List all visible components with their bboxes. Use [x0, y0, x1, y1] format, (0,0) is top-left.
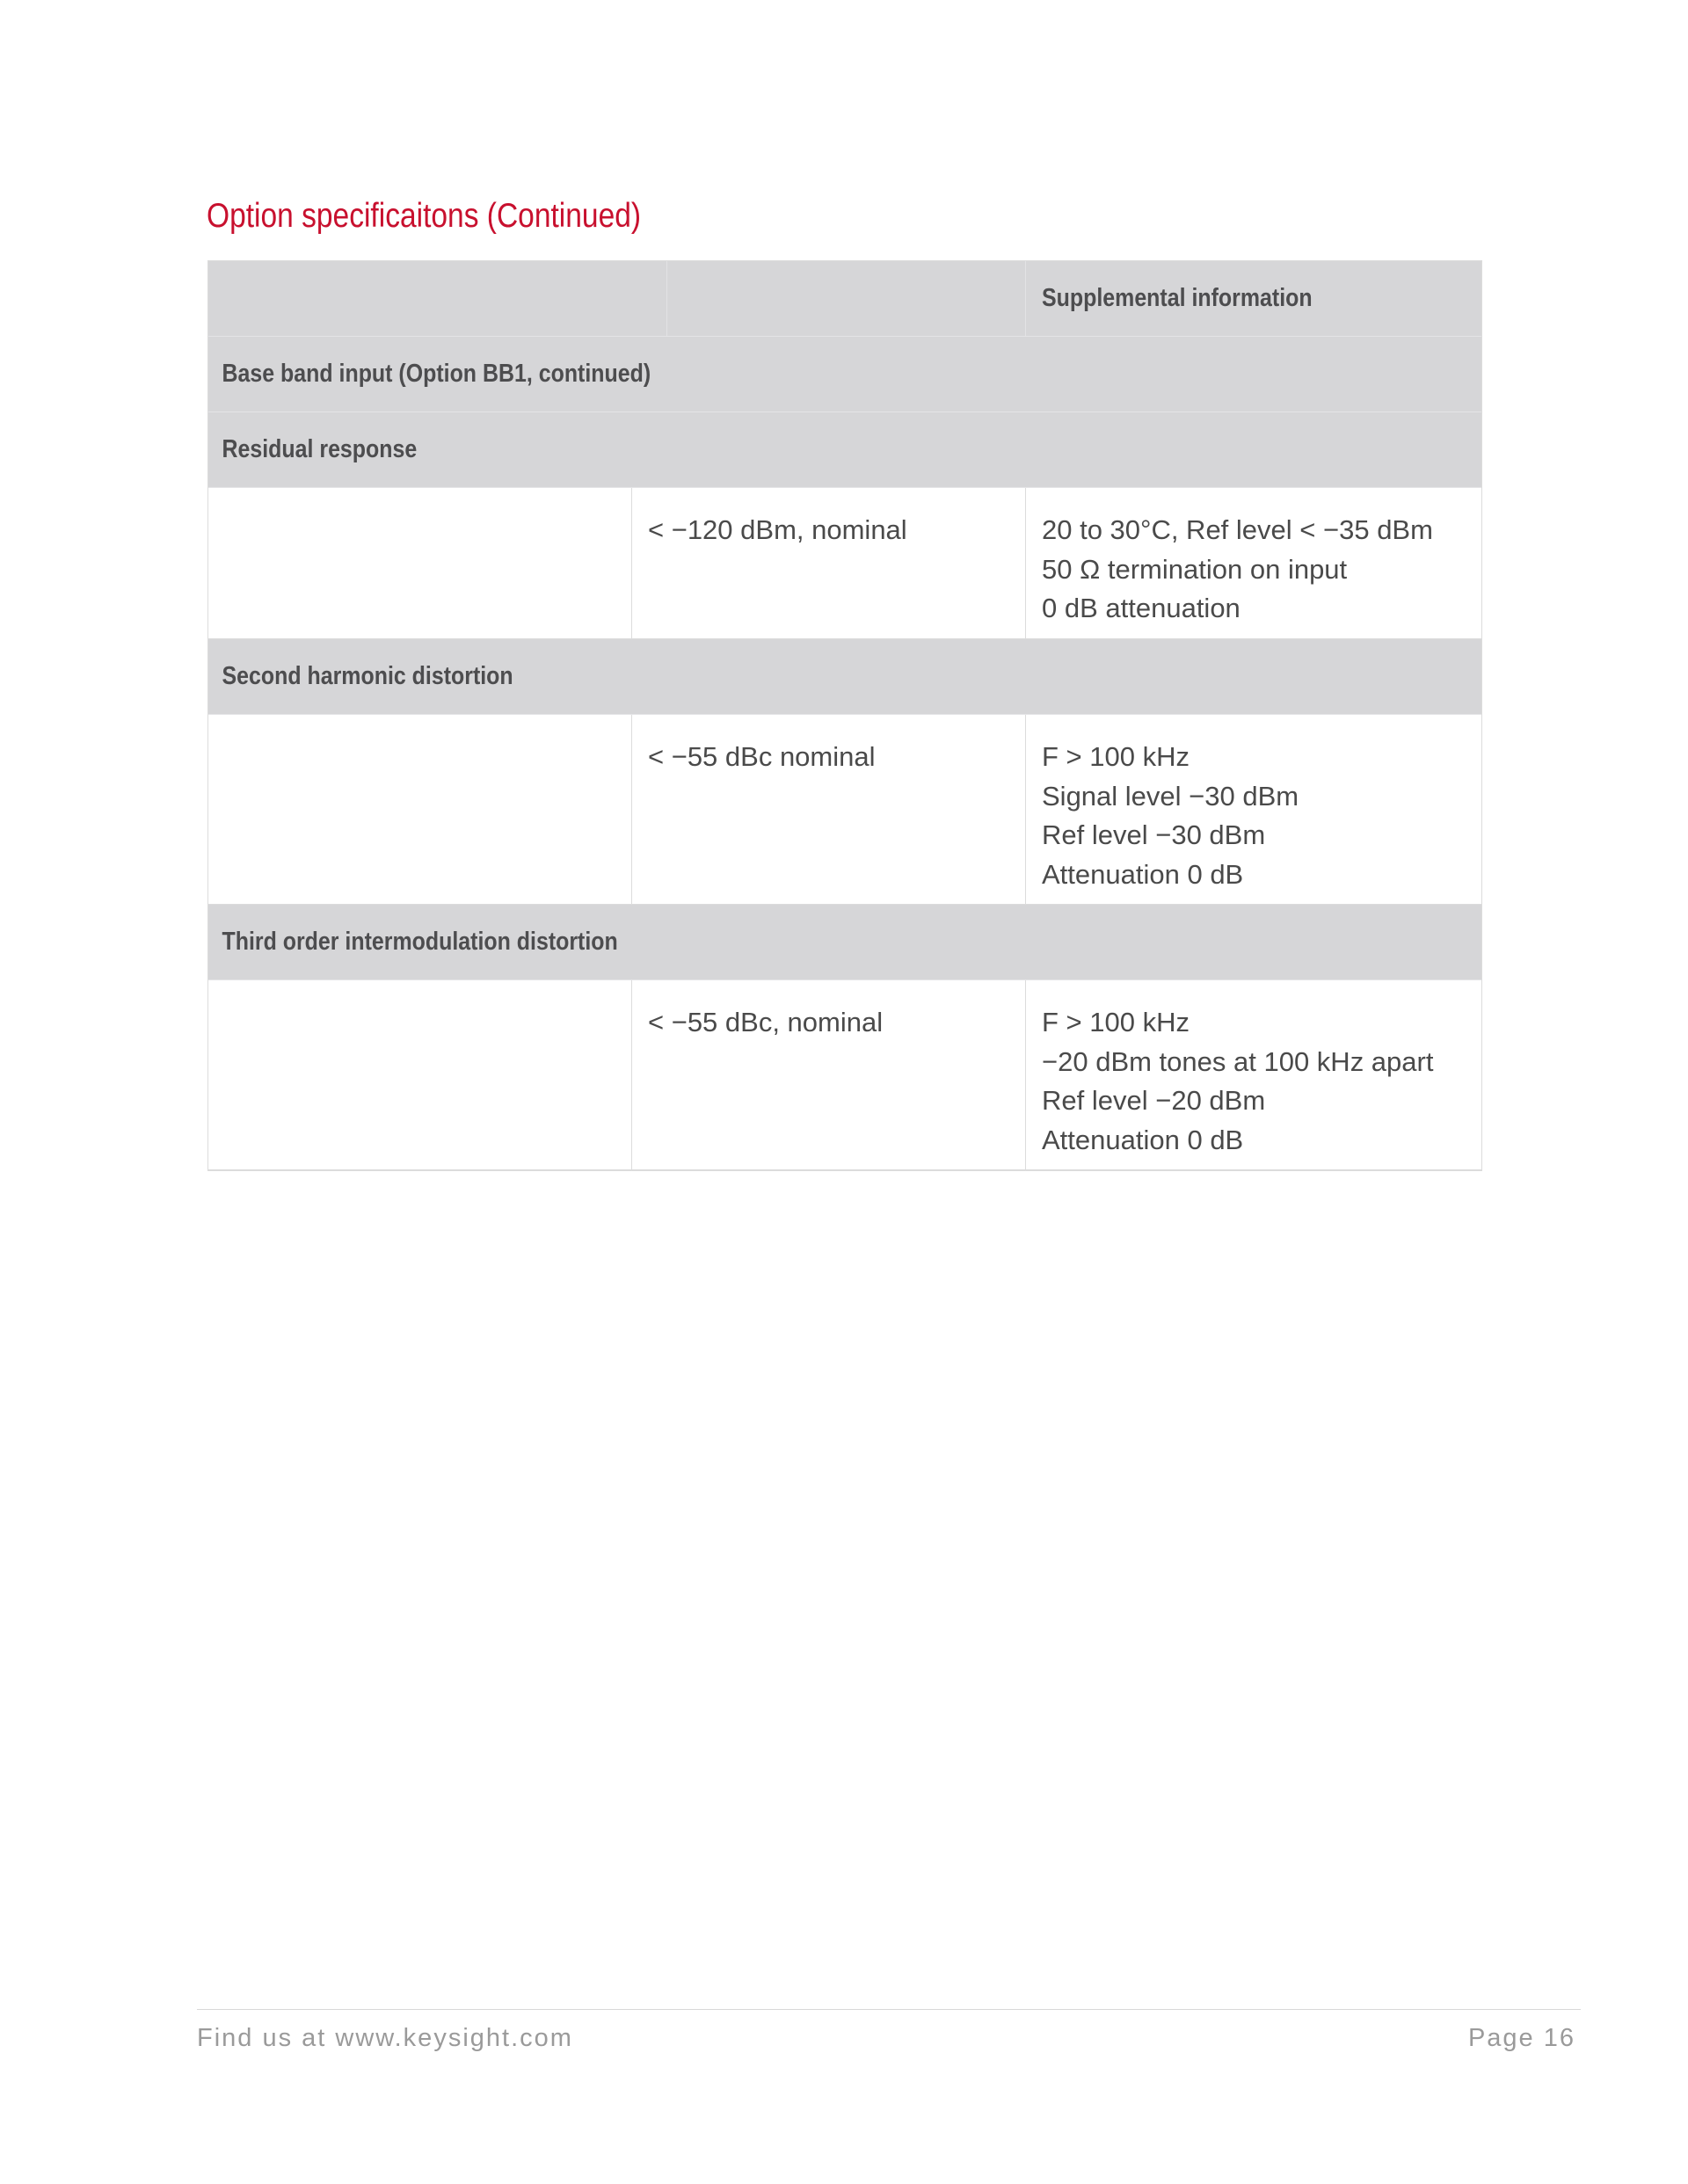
supplemental-line: Attenuation 0 dB	[1042, 1124, 1244, 1155]
footer-divider	[197, 2009, 1581, 2010]
header-supplemental-label: Supplemental information	[1042, 284, 1313, 312]
footer-website-text: Find us at www.keysight.com	[197, 2024, 573, 2052]
supplemental-line: F > 100 kHz	[1042, 741, 1190, 772]
row-cell-supplemental	[1026, 488, 1481, 638]
table-row-third-order-intermod	[208, 980, 1481, 1170]
row-cell-spec	[632, 488, 1026, 638]
page-title: Option specificaitons (Continued)	[207, 197, 642, 235]
section-label: Base band input (Option BB1, continued)	[222, 360, 651, 388]
spec-table	[207, 260, 1482, 1171]
spec-value: < −120 dBm, nominal	[648, 514, 907, 545]
supplemental-line: −20 dBm tones at 100 kHz apart	[1042, 1045, 1434, 1077]
row-cell-empty	[208, 715, 632, 904]
supplemental-line: Ref level −30 dBm	[1042, 819, 1266, 850]
section-row-residual-response	[208, 412, 1481, 488]
header-cell-1	[208, 261, 667, 336]
row-cell-empty	[208, 980, 632, 1169]
table-header-row	[208, 261, 1481, 337]
row-cell-spec	[632, 980, 1026, 1169]
table-row-residual-response	[208, 488, 1481, 639]
row-cell-supplemental	[1026, 980, 1481, 1169]
header-cell-2	[667, 261, 1026, 336]
supplemental-line: 50 Ω termination on input	[1042, 553, 1348, 585]
section-row-second-harmonic	[208, 639, 1481, 715]
row-cell-supplemental	[1026, 715, 1481, 904]
supplemental-line: Ref level −20 dBm	[1042, 1085, 1266, 1116]
section-label: Residual response	[222, 435, 418, 463]
supplemental-line: Signal level −30 dBm	[1042, 780, 1299, 812]
supplemental-line: 0 dB attenuation	[1042, 593, 1241, 623]
section-label: Third order intermodulation distortion	[222, 928, 618, 956]
table-row-second-harmonic	[208, 715, 1481, 905]
supplemental-line: 20 to 30°C, Ref level < −35 dBm	[1042, 514, 1433, 545]
section-row-base-band-input	[208, 337, 1481, 412]
footer-page-number: Page 16	[1467, 2024, 1575, 2052]
section-row-third-order-intermod	[208, 905, 1481, 980]
section-label: Second harmonic distortion	[222, 662, 513, 690]
header-cell-supplemental	[1026, 261, 1481, 336]
spec-value: < −55 dBc, nominal	[648, 1007, 884, 1037]
spec-value: < −55 dBc nominal	[648, 741, 876, 772]
supplemental-line: F > 100 kHz	[1042, 1007, 1190, 1037]
row-cell-spec	[632, 715, 1026, 904]
supplemental-line: Attenuation 0 dB	[1042, 858, 1244, 890]
row-cell-empty	[208, 488, 632, 638]
